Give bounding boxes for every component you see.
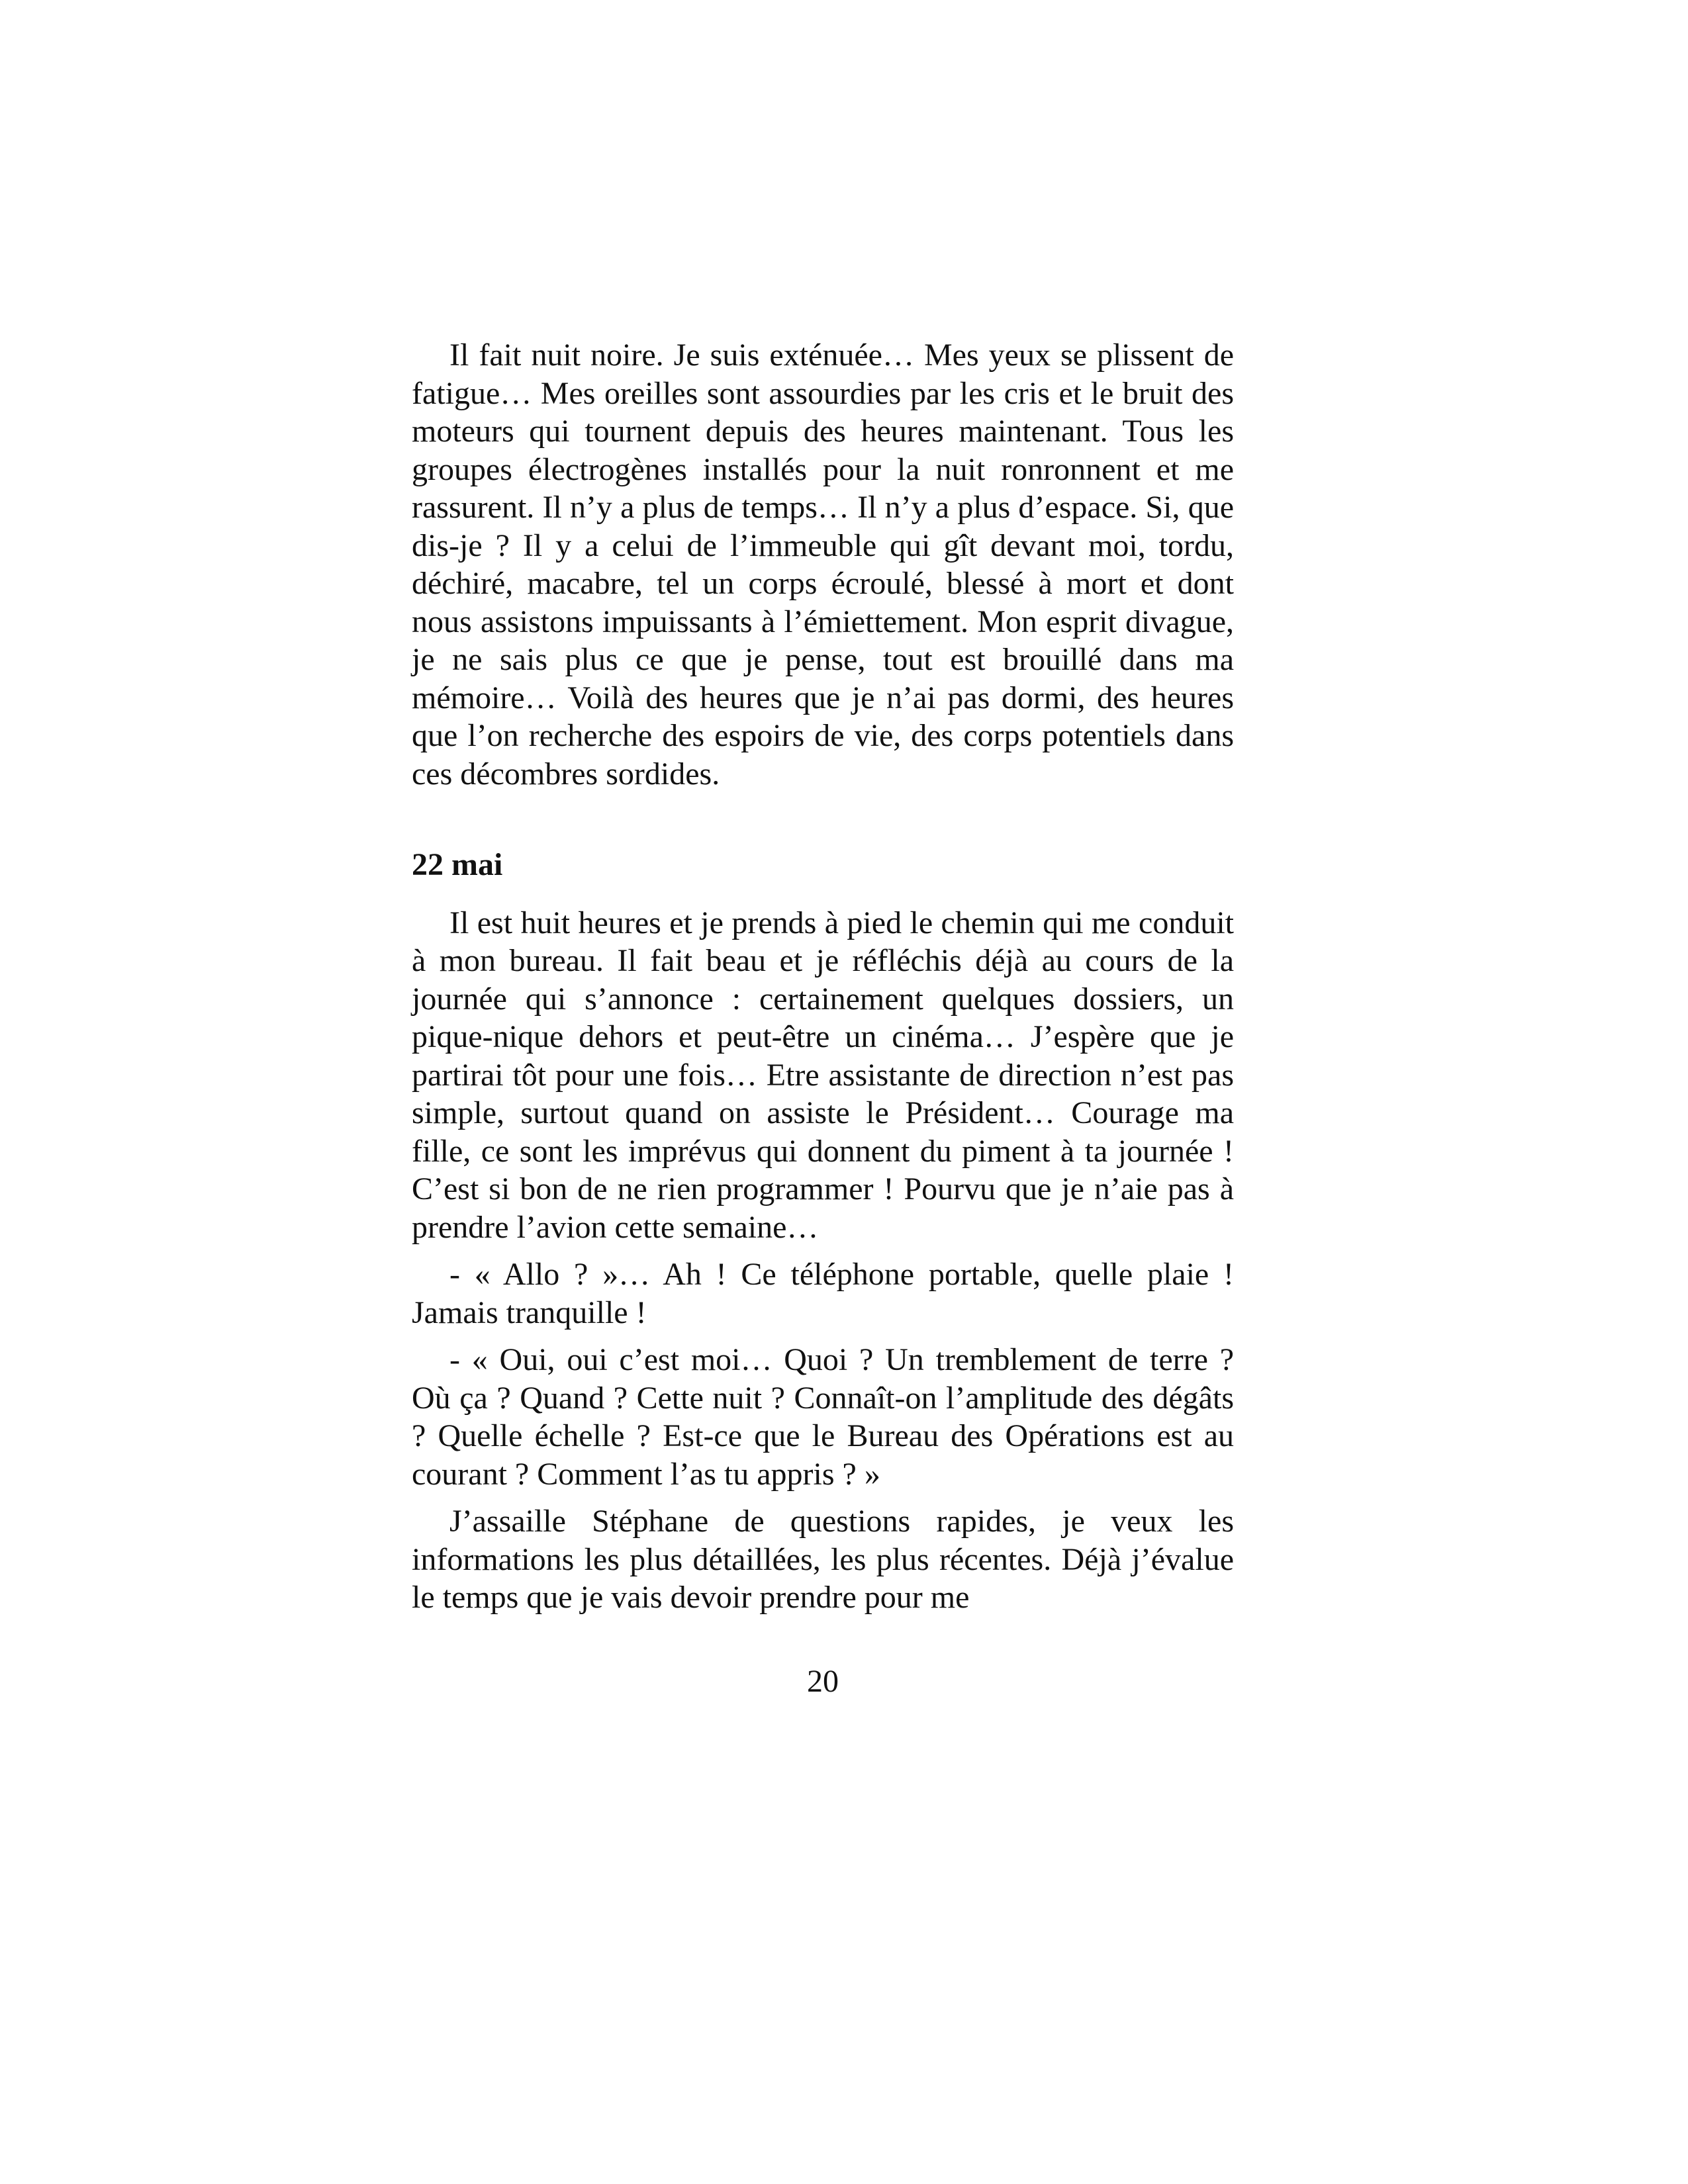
page-body [412, 336, 1234, 1617]
page-number: 20 [807, 1664, 839, 1699]
paragraph-dialogue: - « Oui, oui c’est moi… Quoi ? Un tremblement de terre ? Où ça ? Quand ? Cette nuit ? Connaît-on l’amplitude des dégâts ? Quelle échelle ? Est-ce que le Bureau des Opérations est au courant ? Comment l’as tu appris ? » [412, 1342, 1234, 1492]
paragraph-phone-call: - « Allo ? »… Ah ! Ce téléphone portable, quelle plaie ! Jamais tranquille ! [412, 1257, 1234, 1330]
paragraph-night: Il fait nuit noire. Je suis exténuée… Mes yeux se plissent de fatigue… Mes oreilles sont assourdies par les cris et le bruit des moteurs qui tournent depuis des heures maintenant. Tous les groupes électrogènes installés pour la nuit ronronnent et me rassurent. Il n’y a plus de temps… Il n’y a plus d’espace. Si, que dis-je ? Il y a celui de l’immeuble qui gît devant moi, tordu, déchiré, macabre, tel un corps écroulé, blessé à mort et dont nous assistons impuissants à l’émiettement. Mon esprit divague, je ne sais plus ce que je pense, tout est brouillé dans ma mémoire… Voilà des heures que je n’ai pas dormi, des heures que l’on recherche des espoirs de vie, des corps potentiels dans ces décombres sordides. [412, 338, 1234, 792]
paragraph-questions: J’assaille Stéphane de questions rapides, je veux les informations les plus détaillées, les plus récentes. Déjà j’évalue le temps que je vais devoir prendre pour me [412, 1504, 1234, 1615]
section-heading-date: 22 mai [412, 847, 503, 882]
paragraph-morning: Il est huit heures et je prends à pied le chemin qui me conduit à mon bureau. Il fait beau et je réfléchis déjà au cours de la journée qui s’annonce : certainement quelques dossiers, un pique-nique dehors et peut-être un cinéma… J’espère que je partirai tôt pour une fois… Etre assistante de direction n’est pas simple, surtout quand on assiste le Président… Courage ma fille, ce sont les imprévus qui donnent du piment à ta journée ! C’est si bon de ne rien programmer ! Pourvu que je n’aie pas à prendre l’avion cette semaine… [412, 905, 1234, 1245]
